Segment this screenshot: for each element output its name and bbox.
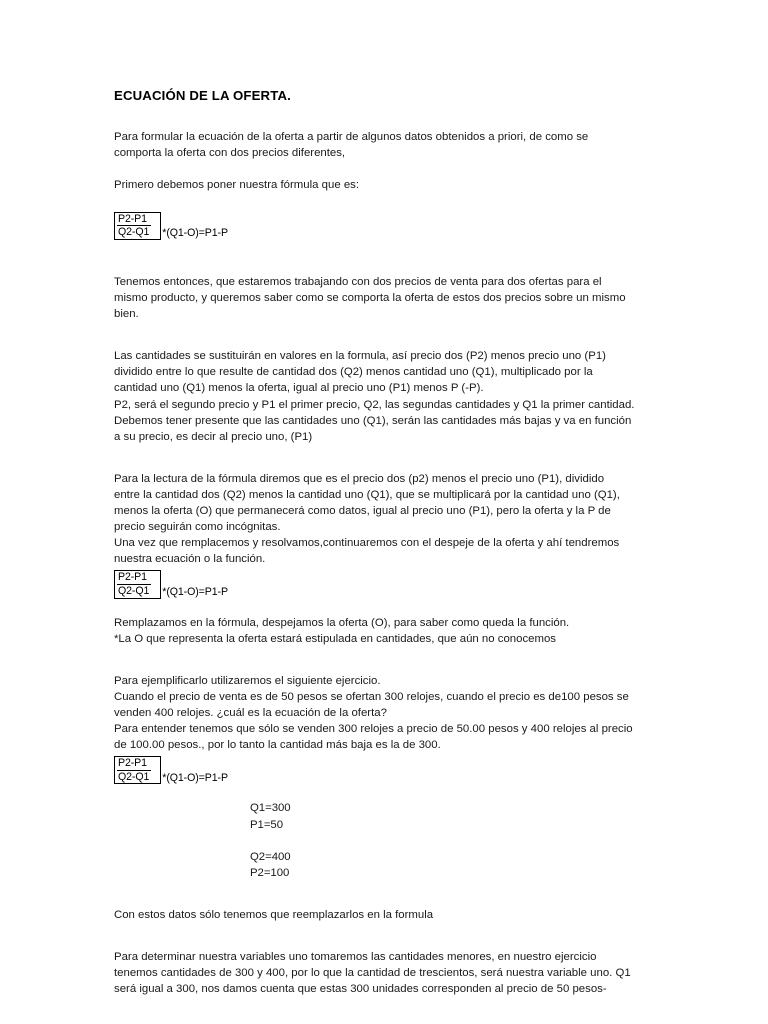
equation-numerator: P2-P1 xyxy=(117,572,151,585)
text-line: bien. xyxy=(114,308,139,321)
text-line: venden 400 relojes. ¿cuál es la ecuación de la oferta? xyxy=(114,706,387,719)
paragraph-variables xyxy=(114,949,656,997)
equation-bracket xyxy=(114,570,161,598)
equation-bracket xyxy=(114,212,161,240)
equation-denominator: Q2-Q1 xyxy=(118,584,150,597)
equation-right-bracket xyxy=(153,212,161,240)
equation-right-bracket xyxy=(153,756,161,784)
text-line: Cuando el precio de venta es de 50 pesos se ofertan 300 relojes, cuando el precio es de100 pesos se xyxy=(114,690,629,703)
text-line: Las cantidades se sustituirán en valores en la formula, así precio dos (P2) menos precio uno (P1) xyxy=(114,350,606,363)
text-line: Debemos tener presente que las cantidades uno (Q1), serán las cantidades más bajas y va en función xyxy=(114,414,632,427)
text-line: precio seguirán como incógnitas. xyxy=(114,521,281,534)
equation-inline xyxy=(114,570,228,598)
equation-object-3 xyxy=(114,753,656,784)
paragraph-with-data: Con estos datos sólo tenemos que reemplazarlos en la formula xyxy=(114,908,434,921)
equation-denominator: Q2-Q1 xyxy=(118,226,150,239)
page-title: ECUACIÓN DE LA OFERTA. xyxy=(114,88,291,103)
text-line: *La O que representa la oferta estará estipulada en cantidades, que aún no conocemos xyxy=(114,632,557,645)
equation-numerator: P2-P1 xyxy=(117,758,151,771)
equation-tail: *(Q1-O)=P1-P xyxy=(162,585,228,598)
equation-denominator: Q2-Q1 xyxy=(118,770,150,783)
equation-inline xyxy=(114,212,228,240)
equation-inline xyxy=(114,756,228,784)
text-line: entre la cantidad dos (Q2) menos la cantidad uno (Q1), que se multiplicará por la cantidad uno (Q1), xyxy=(114,488,620,501)
equation-tail: *(Q1-O)=P1-P xyxy=(162,771,228,784)
text-line: P2, será el segundo precio y P1 el primer precio, Q2, las segundas cantidades y Q1 la primer cantidad. xyxy=(114,398,635,411)
text-line: nuestra ecuación o la función. xyxy=(114,553,266,566)
text-line: comporta la oferta con dos precios diferentes, xyxy=(114,146,346,159)
equation-fraction xyxy=(114,570,154,598)
paragraph-quantities xyxy=(114,348,656,445)
paragraph-formula-lead: Primero debemos poner nuestra fórmula que es: xyxy=(114,178,360,191)
equation-fraction xyxy=(114,756,154,784)
value-p1: P1=50 xyxy=(250,818,284,831)
paragraph-reading xyxy=(114,471,656,568)
paragraph-replace xyxy=(114,615,656,647)
text-line: Una vez que remplacemos y resolvamos,continuaremos con el despeje de la oferta y ahí tendremos xyxy=(114,537,620,550)
values-gap xyxy=(250,833,656,849)
text-line: Para la lectura de la fórmula diremos que es el precio dos (p2) menos el precio uno (P1), dividido xyxy=(114,472,605,485)
paragraph-exercise xyxy=(114,673,656,753)
text-line: tenemos cantidades de 300 y 400, por lo que la cantidad de trescientos, será nuestra variable uno. Q1 xyxy=(114,967,631,980)
text-line: Para determinar nuestra variables uno tomaremos las cantidades menores, en nuestro ejercicio xyxy=(114,950,597,963)
values-group-two xyxy=(250,849,656,881)
equation-fraction xyxy=(114,212,154,240)
text-line: será igual a 300, nos damos cuenta que estas 300 unidades corresponden al precio de 50 pesos- xyxy=(114,983,607,996)
equation-object-2 xyxy=(114,567,656,598)
text-line: mismo producto, y queremos saber como se comporta la oferta de estos dos precios sobre un mismo xyxy=(114,292,626,305)
text-line: de 100.00 pesos., por lo tanto la cantidad más baja es la de 300. xyxy=(114,739,441,752)
value-q1: Q1=300 xyxy=(250,802,291,815)
text-line: cantidad uno (Q1) menos la oferta, igual al precio uno (P1) menos P (-P). xyxy=(114,382,484,395)
paragraph-working xyxy=(114,274,656,322)
value-q2: Q2=400 xyxy=(250,850,291,863)
paragraph-intro xyxy=(114,129,656,161)
equation-bracket xyxy=(114,756,161,784)
text-line: a su precio, es decir al precio uno, (P1) xyxy=(114,430,313,443)
equation-object-1 xyxy=(114,209,656,240)
equation-right-bracket xyxy=(153,570,161,598)
text-line: menos la oferta (O) que permanecerá como datos, igual al precio uno (P1), pero la oferta y la P de xyxy=(114,505,611,517)
text-line: Para formular la ecuación de la oferta a partir de algunos datos obtenidos a priori, de como se xyxy=(114,130,589,143)
equation-numerator: P2-P1 xyxy=(117,214,151,227)
equation-tail: *(Q1-O)=P1-P xyxy=(162,227,228,240)
text-line: Remplazamos en la fórmula, despejamos la oferta (O), para saber como queda la función. xyxy=(114,616,570,629)
values-block xyxy=(114,800,656,880)
text-line: dividido entre lo que resulte de cantidad dos (Q2) menos cantidad uno (Q1), multiplicado por la xyxy=(114,366,593,379)
value-p2: P2=100 xyxy=(250,866,290,879)
text-line: Para entender tenemos que sólo se venden 300 relojes a precio de 50.00 pesos y 400 relojes al precio xyxy=(114,723,633,736)
text-line: Tenemos entonces, que estaremos trabajando con dos precios de venta para dos ofertas para el xyxy=(114,275,602,288)
values-group-one xyxy=(250,800,656,832)
text-line: Para ejemplificarlo utilizaremos el siguiente ejercicio. xyxy=(114,674,381,687)
